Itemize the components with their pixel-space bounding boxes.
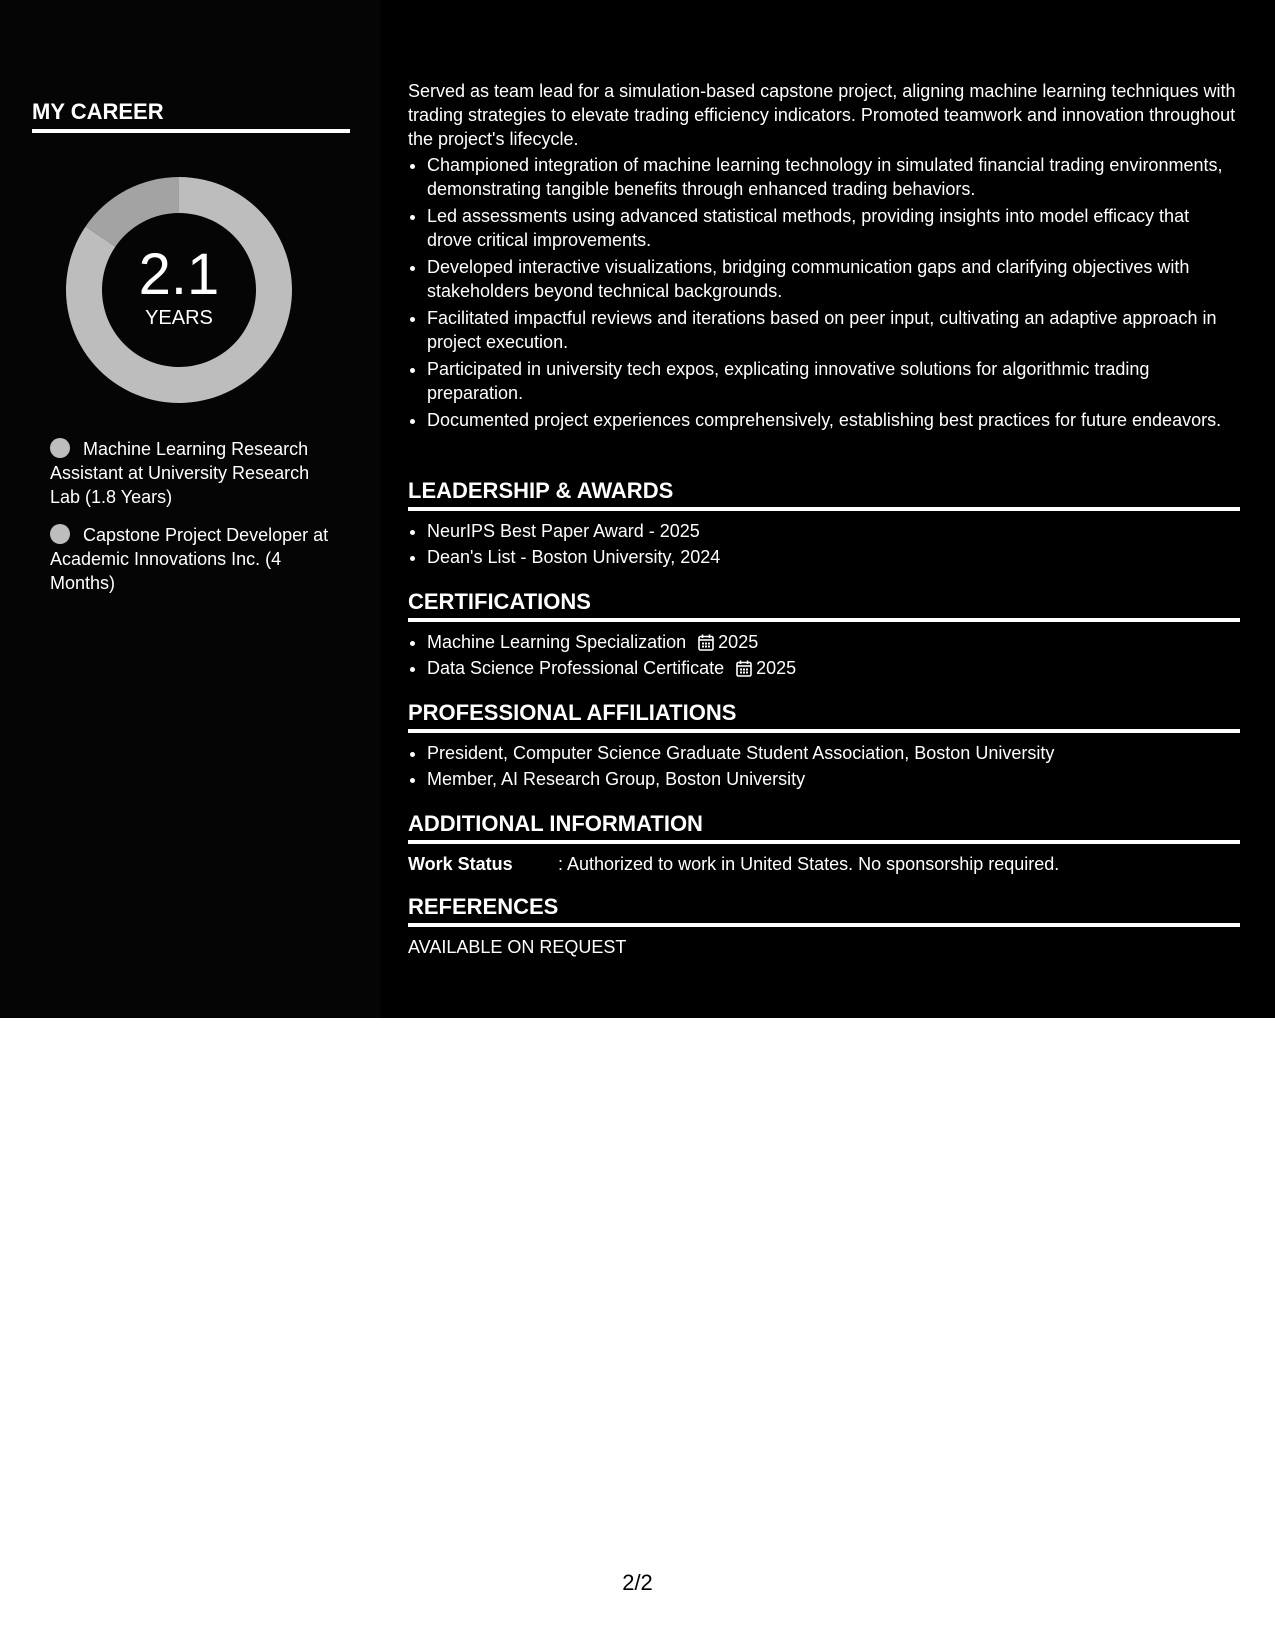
experience-achievements <box>408 153 1238 435</box>
career-role-item <box>50 523 330 595</box>
page-number: 2/2 <box>622 1570 653 1595</box>
certification-name: Data Science Professional Certificate <box>427 658 725 678</box>
list-item: • Member, AI Research Group, Boston University <box>427 767 1240 791</box>
work-status-row <box>408 852 1240 876</box>
section-title: LEADERSHIP & AWARDS <box>408 477 1240 511</box>
legend-dot-icon <box>50 524 70 544</box>
leadership-section <box>408 477 1240 571</box>
list-item <box>427 656 1240 680</box>
list-item: • Led assessments using advanced statistical methods, providing insights into model efficacy that drove critical improvements. <box>427 204 1238 252</box>
experience-intro: Served as team lead for a simulation-based capstone project, aligning machine learning techniques with trading strategies to elevate trading efficiency indicators. Promoted teamwork and innovation throughout the project's lifecycle. <box>408 81 1236 149</box>
certification-year: 2025 <box>718 632 759 652</box>
affiliation-list <box>408 741 1240 791</box>
additional-info-section <box>408 810 1240 876</box>
career-donut-chart <box>66 177 292 403</box>
career-role-label: Machine Learning Research Assistant at University Research Lab (1.8 Years) <box>50 439 310 507</box>
certification-name: Machine Learning Specialization <box>427 632 687 652</box>
affiliations-section <box>408 699 1240 793</box>
certification-list <box>408 630 1240 680</box>
career-role-list <box>50 437 330 609</box>
work-status-label: Work Status <box>408 854 513 874</box>
award-list <box>408 519 1240 569</box>
donut-center <box>66 177 292 403</box>
calendar-icon <box>736 660 752 677</box>
references-text: AVAILABLE ON REQUEST <box>408 937 627 957</box>
section-title: CERTIFICATIONS <box>408 588 1240 622</box>
career-heading: MY CAREER <box>32 98 350 133</box>
total-years-value: 2.1 <box>138 242 220 307</box>
references-section <box>408 893 1240 959</box>
certification-year: 2025 <box>756 658 797 678</box>
work-status-value: : Authorized to work in United States. No sponsorship required. <box>558 854 1060 874</box>
list-item: • Dean's List - Boston University, 2024 <box>427 545 1240 569</box>
list-item <box>427 630 1240 654</box>
sidebar <box>0 0 380 1018</box>
career-role-item <box>50 437 330 509</box>
section-title: ADDITIONAL INFORMATION <box>408 810 1240 844</box>
total-years-unit: YEARS <box>145 307 213 329</box>
section-title: PROFESSIONAL AFFILIATIONS <box>408 699 1240 733</box>
list-item: • Championed integration of machine learning technology in simulated financial trading environments, demonstrating tangible benefits through enhanced trading behaviors. <box>427 153 1238 201</box>
list-item: • Documented project experiences comprehensively, establishing best practices for future endeavors. <box>427 408 1238 432</box>
list-item: • Facilitated impactful reviews and iterations based on peer input, cultivating an adaptive approach in project execution. <box>427 306 1238 354</box>
calendar-icon <box>698 634 714 651</box>
list-item: • Participated in university tech expos, explicating innovative solutions for algorithmic trading preparation. <box>427 357 1238 405</box>
list-item: • President, Computer Science Graduate Student Association, Boston University <box>427 741 1240 765</box>
section-title: REFERENCES <box>408 893 1240 927</box>
achievement-list <box>408 153 1238 432</box>
certifications-section <box>408 588 1240 682</box>
career-role-label: Capstone Project Developer at Academic Innovations Inc. (4 Months) <box>50 525 329 593</box>
legend-dot-icon <box>50 438 70 458</box>
list-item: • Developed interactive visualizations, bridging communication gaps and clarifying objectives with stakeholders beyond technical backgrounds. <box>427 255 1238 303</box>
list-item: • NeurIPS Best Paper Award - 2025 <box>427 519 1240 543</box>
